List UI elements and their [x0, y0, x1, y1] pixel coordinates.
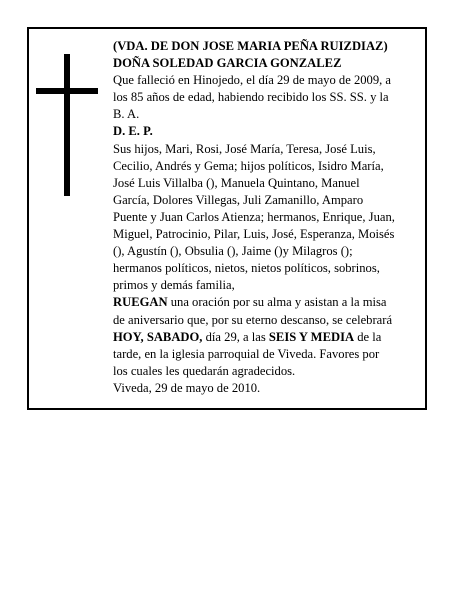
notice-bold-text: D. E. P.	[113, 124, 153, 139]
notice-text-segment: José Luis Villalba (), Manuela Quintano, Manuel	[113, 175, 360, 190]
notice-text-segment: Viveda, 29 de mayo de 2010.	[113, 380, 261, 395]
notice-line	[113, 294, 421, 311]
notice-line	[113, 89, 421, 106]
notice-line	[113, 329, 421, 346]
notice-line	[113, 260, 421, 277]
notice-text-segment: Sus hijos, Mari, Rosi, José María, Teresa, José Luis,	[113, 141, 376, 156]
notice-line	[113, 226, 421, 243]
notice-text-segment: tarde, en la iglesia parroquial de Viveda. Favores por	[113, 346, 380, 361]
notice-line	[113, 380, 421, 397]
notice-line	[113, 312, 421, 329]
notice-line	[113, 243, 421, 260]
notice-text-segment: Que falleció en Hinojedo, el día 29 de mayo de 2009, a	[113, 73, 392, 88]
notice-line	[113, 175, 421, 192]
notice-bold-text: RUEGAN	[113, 295, 168, 310]
notice-line	[113, 72, 421, 89]
notice-text-segment: B. A.	[113, 107, 140, 122]
notice-line	[113, 55, 421, 72]
notice-text-segment: los cuales les quedarán agradecidos.	[113, 363, 296, 378]
cross-icon-bar	[36, 88, 98, 94]
notice-bold-text: SEIS Y MEDIA	[268, 329, 355, 344]
notice-text-segment: primos y demás familia,	[113, 278, 235, 293]
notice-line	[113, 106, 421, 123]
cross-icon	[64, 54, 70, 196]
notice-line	[113, 38, 421, 55]
notice-text-segment: de aniversario que, por su eterno descanso, se celebrará	[113, 312, 393, 327]
notice-text-segment: Puente y Juan Carlos Atienza; hermanos, Enrique, Juan,	[113, 209, 395, 224]
notice-line	[113, 209, 421, 226]
notice-text-segment: Cecilio, Andrés y Gema; hijos políticos, Isidro María,	[113, 158, 384, 173]
notice-text-segment: García, Dolores Villegas, Juli Zamanillo, Amparo	[113, 192, 364, 207]
notice-bold-text: HOY, SABADO,	[113, 329, 203, 344]
notice-text-segment: una oración por su alma y asistan a la misa	[167, 295, 387, 310]
notice-line	[113, 141, 421, 158]
notice-text-segment: de la	[354, 329, 382, 344]
obituary-text	[113, 38, 421, 397]
notice-line	[113, 277, 421, 294]
notice-line	[113, 346, 421, 363]
notice-line	[113, 363, 421, 380]
notice-bold-text: (VDA. DE DON JOSE MARIA PEÑA RUIZDIAZ)	[113, 39, 388, 53]
notice-text-segment: los 85 años de edad, habiendo recibido los SS. SS. y la	[113, 90, 389, 105]
notice-bold-text: DOÑA SOLEDAD GARCIA GONZALEZ	[113, 56, 342, 71]
notice-line	[113, 123, 421, 140]
notice-line	[113, 192, 421, 209]
notice-text-segment: hermanos políticos, nietos, nietos políticos, sobrinos,	[113, 261, 380, 276]
notice-text-segment: (), Agustín (), Obsulia (), Jaime ()y Milagros ();	[113, 244, 353, 259]
notice-text-segment: Miguel, Patrocinio, Pilar, Luis, José, Esperanza, Moisés	[113, 227, 395, 242]
notice-line	[113, 158, 421, 175]
notice-text-segment: día 29, a las	[202, 329, 269, 344]
